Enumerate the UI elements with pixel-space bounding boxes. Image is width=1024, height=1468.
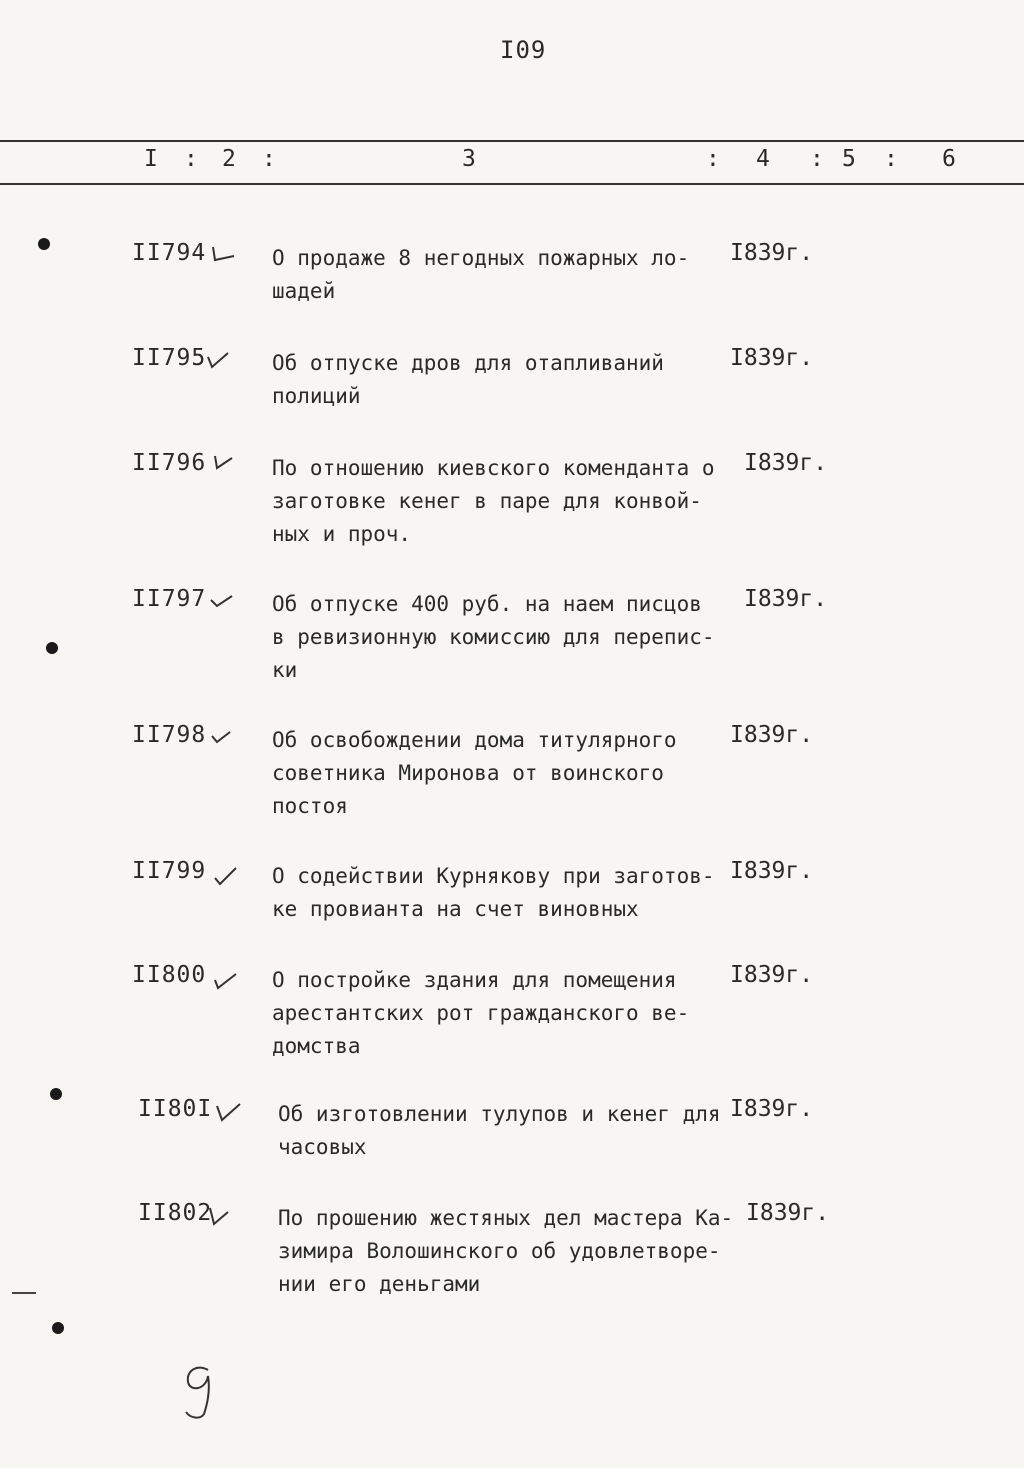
case-number: II795 (132, 345, 207, 371)
case-year: I839г. (730, 962, 814, 988)
case-description: О постройке здания для помещения арестантских рот гражданского ве- домства (272, 968, 690, 1058)
case-year: I839г. (730, 722, 814, 748)
punch-hole-icon (38, 238, 50, 250)
column-separator: : (184, 146, 198, 172)
case-number: II80I (138, 1096, 213, 1122)
case-year: I839г. (746, 1200, 830, 1226)
case-year: I839г. (744, 586, 828, 612)
column-separator: : (810, 146, 824, 172)
column-header-4: 4 (756, 146, 770, 172)
punch-hole-icon (46, 642, 58, 654)
case-number: II794 (132, 240, 207, 266)
case-number: II800 (132, 962, 207, 988)
case-number: II799 (132, 858, 207, 884)
case-number: II798 (132, 722, 207, 748)
column-separator: : (706, 146, 720, 172)
handwritten-mark-icon (178, 1362, 222, 1422)
case-year: I839г. (730, 345, 814, 371)
punch-hole-icon (52, 1322, 64, 1334)
case-description: Об отпуске дров для отапливаний полиций (272, 351, 664, 408)
case-number: II796 (132, 450, 207, 476)
case-description: Об изготовлении тулупов и кенег для часовых (278, 1102, 721, 1159)
checkmark-icon (210, 454, 234, 474)
header-rule-bottom (0, 183, 1024, 185)
header-rule-top (0, 140, 1024, 142)
case-description: О содействии Курнякову при заготов- ке провианта на счет виновных (272, 864, 715, 921)
checkmark-icon (208, 590, 232, 610)
punch-hole-icon (50, 1088, 62, 1100)
case-description: Об освобождении дома титулярного советника Миронова от воинского постоя (272, 728, 677, 818)
case-description: По прошению жестяных дел мастера Ка- зимира Волошинского об удовлетворе- нии его деньгами (278, 1206, 734, 1296)
checkmark-icon (208, 726, 232, 746)
checkmark-icon (204, 349, 228, 369)
column-header-2: 2 (222, 146, 236, 172)
case-number: II802 (138, 1200, 213, 1226)
checkmark-icon (214, 1100, 238, 1120)
checkmark-icon (212, 862, 236, 882)
column-header-5: 5 (842, 146, 856, 172)
case-year: I839г. (730, 1096, 814, 1122)
column-header-1: I (144, 146, 158, 172)
case-description: Об отпуске 400 руб. на наем писцов в ревизионную комиссию для перепис- ки (272, 592, 715, 682)
case-description: По отношению киевского коменданта о заготовке кенег в паре для конвой- ных и проч. (272, 456, 715, 546)
case-description: О продаже 8 негодных пожарных ло- шадей (272, 246, 690, 303)
case-year: I839г. (730, 240, 814, 266)
checkmark-icon (212, 966, 236, 986)
column-separator: : (884, 146, 898, 172)
checkmark-icon (210, 244, 234, 264)
page-number: I09 (500, 36, 547, 64)
case-year: I839г. (744, 450, 828, 476)
column-header-6: 6 (942, 146, 956, 172)
column-header-3: 3 (462, 146, 476, 172)
margin-mark (12, 1292, 36, 1294)
case-year: I839г. (730, 858, 814, 884)
column-separator: : (262, 146, 276, 172)
checkmark-icon (206, 1204, 230, 1224)
case-number: II797 (132, 586, 207, 612)
